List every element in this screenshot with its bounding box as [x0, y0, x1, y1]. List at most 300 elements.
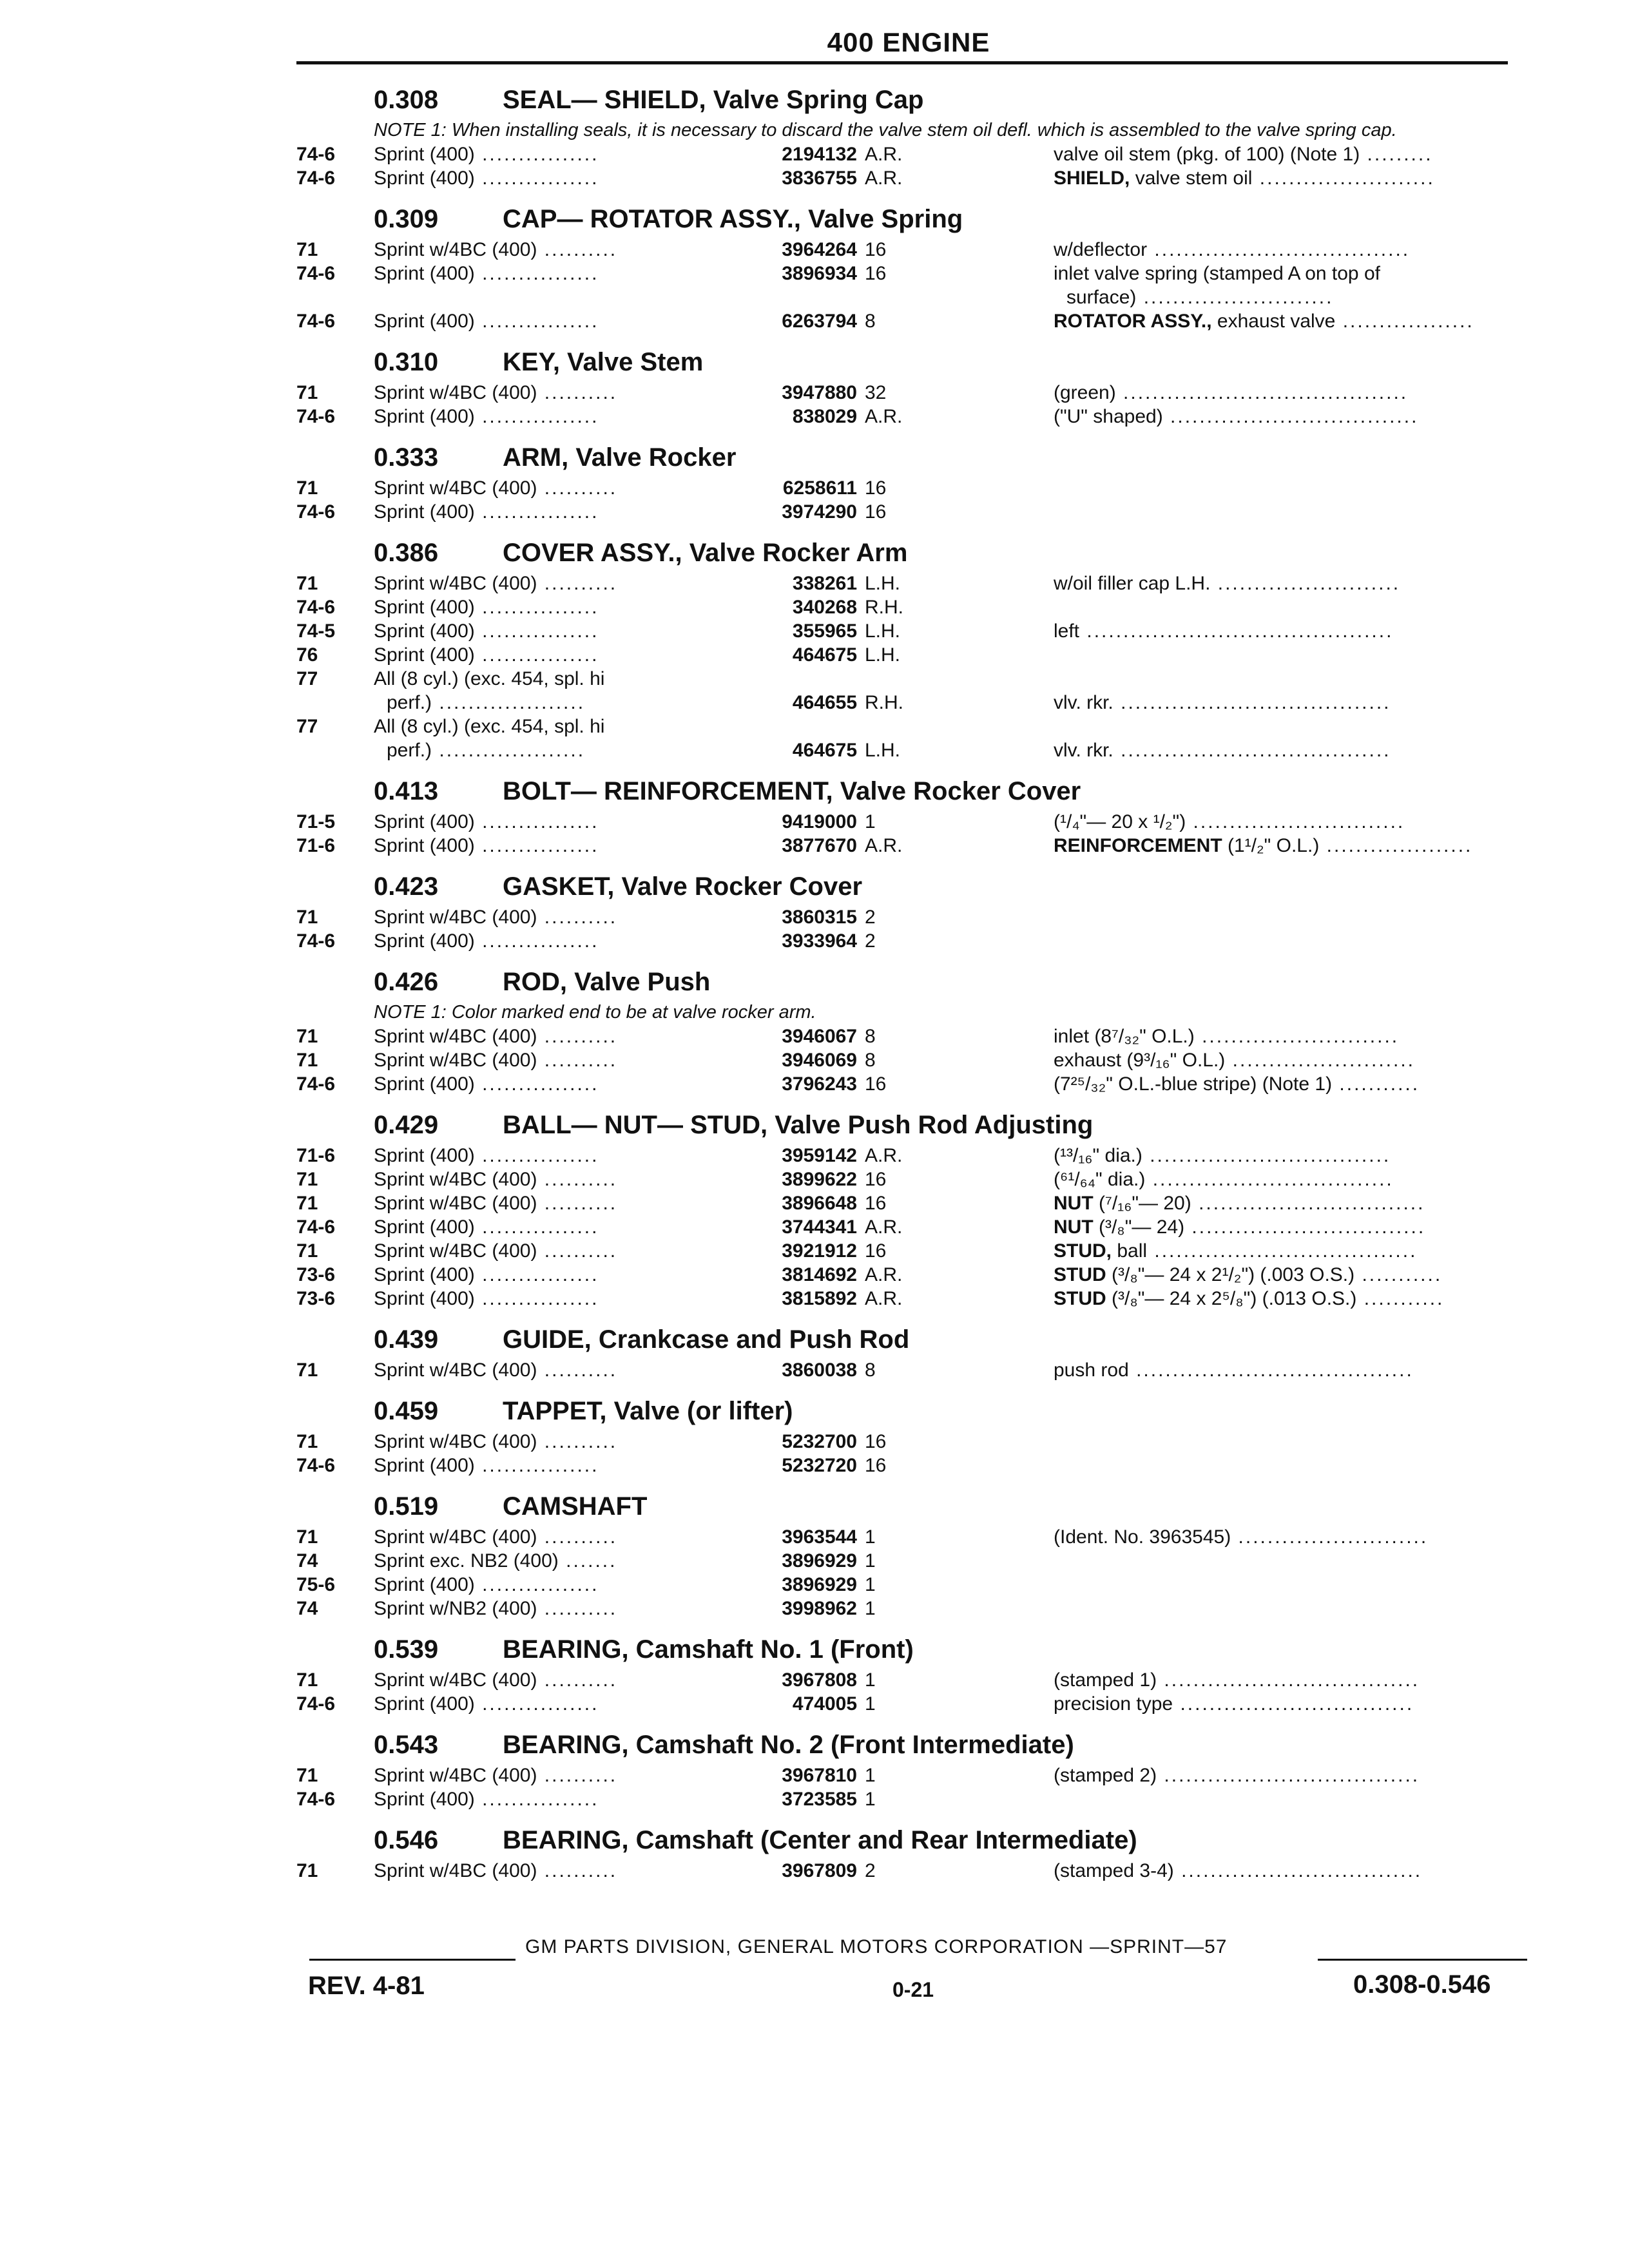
quantity: R.H.: [865, 692, 903, 713]
description-text: push rod: [1054, 1360, 1129, 1381]
catalog-section: [296, 762, 1527, 858]
quantity: 1: [865, 811, 876, 832]
part-number: 340268: [792, 597, 857, 618]
leader-dots: ..........: [537, 1026, 618, 1047]
model-label: All (8 cyl.) (exc. 454, spl. hi: [374, 668, 605, 689]
part-description: [1054, 238, 1524, 262]
section-title: GASKET, Valve Rocker Cover: [503, 872, 863, 901]
part-description: [1054, 381, 1524, 405]
description-keyword: STUD,: [1054, 1240, 1112, 1262]
catalog-section: [296, 524, 1527, 762]
part-number: 3998962: [782, 1598, 857, 1619]
quantity: 8: [865, 311, 876, 332]
quantity: 1: [865, 1669, 876, 1691]
year-code: 74-6: [296, 597, 336, 618]
leader-dots: .........................: [1210, 573, 1401, 594]
part-number: 3963544: [782, 1526, 857, 1548]
section-heading: [303, 953, 1527, 1001]
parts-listing: [296, 71, 1527, 1883]
description-text: (green): [1054, 382, 1116, 403]
section-number: 0.310: [374, 348, 439, 376]
quantity: 16: [865, 1193, 887, 1214]
part-description: [1054, 405, 1524, 428]
quantity: 1: [865, 1789, 876, 1810]
part-number: 3947880: [782, 382, 857, 403]
year-code: 71: [296, 382, 318, 403]
leader-dots: ................: [474, 1264, 599, 1285]
part-row: [296, 1549, 1527, 1573]
leader-dots: ....................................: [1147, 1240, 1418, 1262]
model-label: Sprint w/4BC (400): [374, 573, 537, 594]
leader-dots: ................: [474, 1693, 599, 1715]
part-row: [296, 1263, 1527, 1287]
leader-dots: ................: [474, 1145, 599, 1166]
part-description: [1054, 1191, 1524, 1215]
model-label: Sprint w/4BC (400): [374, 1050, 537, 1071]
model-label: Sprint w/4BC (400): [374, 1169, 537, 1190]
catalog-section: [296, 1620, 1527, 1716]
part-row: [296, 810, 1527, 834]
year-code: 74-6: [296, 930, 336, 952]
part-row: [296, 1358, 1527, 1382]
section-heading: [303, 428, 1527, 476]
model-label: Sprint w/4BC (400): [374, 1526, 537, 1548]
part-description: [1054, 1358, 1524, 1382]
part-row: [296, 238, 1527, 262]
catalog-section: [296, 1811, 1527, 1883]
catalog-section: [296, 953, 1527, 1096]
part-description: [1054, 1525, 1524, 1549]
leader-dots: ..........: [537, 477, 618, 499]
section-number: 0.546: [374, 1826, 439, 1854]
model-label: Sprint (400): [374, 811, 475, 832]
year-code: 71: [296, 1240, 318, 1262]
part-number: 6263794: [782, 311, 857, 332]
part-description: [1054, 1263, 1524, 1287]
year-code: 77: [296, 716, 318, 737]
year-code: 74: [296, 1598, 318, 1619]
part-description: [1054, 1692, 1524, 1716]
part-row: [296, 572, 1527, 595]
section-number: 0.539: [374, 1635, 439, 1664]
leader-dots: ..........................: [1231, 1526, 1429, 1548]
leader-dots: .............................: [1186, 811, 1405, 832]
part-description: [1054, 619, 1524, 643]
quantity: 16: [865, 1240, 887, 1262]
model-label: Sprint w/4BC (400): [374, 477, 537, 499]
part-number: 3946067: [782, 1026, 857, 1047]
part-description: [1054, 1215, 1524, 1239]
part-description: [1054, 309, 1524, 333]
quantity: 16: [865, 1073, 887, 1095]
leader-dots: ................: [474, 1574, 599, 1595]
leader-dots: ................: [474, 620, 599, 642]
year-code: 71: [296, 477, 318, 499]
section-heading: [303, 1716, 1527, 1763]
description-text: (³/₈"— 24 x 2¹/₂") (.003 O.S.): [1106, 1264, 1355, 1285]
year-code: 74-6: [296, 1455, 336, 1476]
quantity: 16: [865, 501, 887, 523]
part-description: [1054, 738, 1524, 762]
part-number: 3967809: [782, 1860, 857, 1881]
footer-rule-right: [1318, 1959, 1527, 1961]
description-text: inlet valve spring (stamped A on top of: [1054, 263, 1380, 284]
model-label: Sprint (400): [374, 168, 475, 189]
leader-dots: ................: [474, 930, 599, 952]
description-text: (⁶¹/₆₄" dia.): [1054, 1169, 1146, 1190]
part-row: [296, 1144, 1527, 1168]
year-code: 73-6: [296, 1288, 336, 1309]
section-number: 0.459: [374, 1397, 439, 1425]
year-code: 74-6: [296, 311, 336, 332]
leader-dots: ................: [474, 644, 599, 666]
part-row: [296, 1430, 1527, 1454]
footer-publisher: GM PARTS DIVISION, GENERAL MOTORS CORPORATION —SPRINT—57: [525, 1936, 1228, 1957]
quantity: 16: [865, 1169, 887, 1190]
section-title: CAP— ROTATOR ASSY., Valve Spring: [503, 205, 963, 233]
model-label: Sprint (400): [374, 835, 475, 856]
year-code: 74-6: [296, 501, 336, 523]
description-text: exhaust (9³/₁₆" O.L.): [1054, 1050, 1226, 1071]
leader-dots: .................................: [1145, 1169, 1394, 1190]
part-row: [296, 667, 1527, 715]
part-row: [296, 1024, 1527, 1048]
part-row: [296, 1787, 1527, 1811]
part-row: [296, 166, 1527, 190]
year-code: 74: [296, 1550, 318, 1571]
description-text: (³/₈"— 24): [1093, 1216, 1185, 1238]
description-text: (stamped 1): [1054, 1669, 1157, 1691]
year-code: 75-6: [296, 1574, 336, 1595]
description-text: w/oil filler cap L.H.: [1054, 573, 1211, 594]
leader-dots: ................: [474, 1288, 599, 1309]
part-number: 3967808: [782, 1669, 857, 1691]
part-row: [296, 1168, 1527, 1191]
part-number: 338261: [792, 573, 857, 594]
part-row: [296, 262, 1527, 309]
year-code: 71: [296, 1169, 318, 1190]
year-code: 71-6: [296, 835, 336, 856]
model-label: Sprint (400): [374, 644, 475, 666]
section-number: 0.333: [374, 443, 439, 472]
leader-dots: .....................................: [1113, 692, 1391, 713]
part-description: [1054, 1168, 1524, 1191]
part-description: [1054, 1859, 1524, 1883]
leader-dots: ...........: [1354, 1264, 1443, 1285]
model-label: Sprint w/4BC (400): [374, 1193, 537, 1214]
leader-dots: .......................................: [1115, 382, 1409, 403]
model-label-continued: perf.): [387, 740, 432, 761]
part-number: 3899622: [782, 1169, 857, 1190]
leader-dots: ..........................................: [1079, 620, 1394, 642]
leader-dots: ......................................: [1128, 1360, 1414, 1381]
year-code: 71: [296, 1669, 318, 1691]
part-row: [296, 1072, 1527, 1096]
part-number: 474005: [792, 1693, 857, 1715]
leader-dots: ..........: [537, 1240, 618, 1262]
leader-dots: ..........: [537, 1765, 618, 1786]
part-number: 3744341: [782, 1216, 857, 1238]
section-title: GUIDE, Crankcase and Push Rod: [503, 1325, 910, 1354]
quantity: 8: [865, 1026, 876, 1047]
leader-dots: ................: [474, 168, 599, 189]
section-number: 0.429: [374, 1111, 439, 1139]
quantity: L.H.: [865, 740, 901, 761]
part-row: [296, 595, 1527, 619]
year-code: 71: [296, 1860, 318, 1881]
part-row: [296, 929, 1527, 953]
part-number: 5232700: [782, 1431, 857, 1452]
year-code: 74-6: [296, 1073, 336, 1095]
description-keyword: NUT: [1054, 1193, 1094, 1214]
part-row: [296, 1191, 1527, 1215]
quantity: 8: [865, 1360, 876, 1381]
description-keyword: NUT: [1054, 1216, 1094, 1238]
leader-dots: ...............................: [1191, 1193, 1425, 1214]
quantity: 2: [865, 930, 876, 952]
year-code: 74-6: [296, 1693, 336, 1715]
section-number: 0.426: [374, 968, 439, 996]
part-row: [296, 500, 1527, 524]
part-number: 355965: [792, 620, 857, 642]
leader-dots: ..........: [537, 573, 618, 594]
section-title: KEY, Valve Stem: [503, 348, 704, 376]
part-number: 3860038: [782, 1360, 857, 1381]
part-number: 3796243: [782, 1073, 857, 1095]
part-row: [296, 1597, 1527, 1620]
quantity: A.R.: [865, 144, 903, 165]
leader-dots: ................: [474, 835, 599, 856]
part-number: 6258611: [782, 477, 857, 499]
catalog-section: [296, 858, 1527, 953]
quantity: 1: [865, 1598, 876, 1619]
year-code: 74-5: [296, 620, 336, 642]
part-description: [1054, 1144, 1524, 1168]
model-label: Sprint w/4BC (400): [374, 1026, 537, 1047]
year-code: 73-6: [296, 1264, 336, 1285]
year-code: 71: [296, 1431, 318, 1452]
leader-dots: ...................................: [1157, 1669, 1420, 1691]
leader-dots: ................: [474, 501, 599, 523]
description-keyword: ROTATOR ASSY.,: [1054, 311, 1212, 332]
quantity: 16: [865, 1431, 887, 1452]
model-label: Sprint (400): [374, 930, 475, 952]
part-row: [296, 905, 1527, 929]
leader-dots: ................................: [1173, 1693, 1414, 1715]
part-description: [1054, 1024, 1524, 1048]
part-number: 3921912: [782, 1240, 857, 1262]
quantity: 1: [865, 1526, 876, 1548]
leader-dots: ...................................: [1157, 1765, 1420, 1786]
model-label: All (8 cyl.) (exc. 454, spl. hi: [374, 716, 605, 737]
part-description: [1054, 1239, 1524, 1263]
quantity: 16: [865, 263, 887, 284]
quantity: L.H.: [865, 644, 901, 666]
quantity: 2: [865, 907, 876, 928]
part-number: 3815892: [782, 1288, 857, 1309]
section-number: 0.386: [374, 539, 439, 567]
part-number: 3896929: [782, 1574, 857, 1595]
section-title: BALL— NUT— STUD, Valve Push Rod Adjusting: [503, 1111, 1094, 1139]
quantity: L.H.: [865, 573, 901, 594]
part-description: [1054, 1287, 1524, 1311]
description-keyword: REINFORCEMENT: [1054, 835, 1222, 856]
section-note: NOTE 1: Color marked end to be at valve rocker arm.: [374, 1002, 816, 1023]
year-code: 71: [296, 239, 318, 260]
leader-dots: ..........: [537, 1669, 618, 1691]
model-label: Sprint w/4BC (400): [374, 1765, 537, 1786]
section-heading: [303, 1382, 1527, 1430]
model-label: Sprint w/4BC (400): [374, 1431, 537, 1452]
description-text: (7²⁵/₃₂" O.L.-blue stripe) (Note 1): [1054, 1073, 1333, 1095]
part-description: [1054, 166, 1524, 190]
section-heading: [303, 762, 1527, 810]
part-number: 464675: [792, 740, 857, 761]
part-number: 3896929: [782, 1550, 857, 1571]
page-range: 0.308-0.546: [1353, 1970, 1491, 1999]
catalog-section: [296, 1477, 1527, 1620]
description-text: w/deflector: [1054, 239, 1148, 260]
section-number: 0.439: [374, 1325, 439, 1354]
part-number: 2194132: [782, 144, 857, 165]
description-keyword: SHIELD,: [1054, 168, 1130, 189]
year-code: 71: [296, 1026, 318, 1047]
year-code: 74-6: [296, 144, 336, 165]
leader-dots: ..........: [537, 1598, 618, 1619]
part-row: [296, 142, 1527, 166]
description-text: exhaust valve: [1211, 311, 1336, 332]
leader-dots: ...........................: [1194, 1026, 1400, 1047]
part-row: [296, 381, 1527, 405]
description-text: (¹³/₁₆" dia.): [1054, 1145, 1142, 1166]
quantity: 1: [865, 1574, 876, 1595]
part-description: [1054, 1072, 1524, 1096]
quantity: A.R.: [865, 1264, 903, 1285]
section-title: SEAL— SHIELD, Valve Spring Cap: [503, 86, 924, 114]
leader-dots: ..................................: [1162, 406, 1419, 427]
year-code: 71: [296, 1765, 318, 1786]
part-description: [1054, 810, 1524, 834]
year-code: 71-5: [296, 811, 336, 832]
part-description: [1054, 262, 1524, 309]
page-running-head: 400 ENGINE: [827, 27, 990, 57]
section-heading: [303, 1811, 1527, 1859]
leader-dots: ....................: [1319, 835, 1473, 856]
catalog-section: [296, 428, 1527, 524]
part-description: [1054, 1668, 1524, 1692]
leader-dots: ................: [474, 1216, 599, 1238]
part-row: [296, 309, 1527, 333]
description-text: (³/₈"— 24 x 2⁵/₈") (.013 O.S.): [1106, 1288, 1357, 1309]
model-label: Sprint (400): [374, 1073, 475, 1095]
leader-dots: ..........: [537, 1860, 618, 1881]
model-label: Sprint w/NB2 (400): [374, 1598, 537, 1619]
section-title: ROD, Valve Push: [503, 968, 711, 996]
leader-dots: ..................: [1335, 311, 1474, 332]
catalog-section: [296, 333, 1527, 428]
year-code: 74-6: [296, 263, 336, 284]
part-row: [296, 405, 1527, 428]
leader-dots: ........................: [1252, 168, 1435, 189]
model-text: [374, 715, 1018, 738]
section-title: TAPPET, Valve (or lifter): [503, 1397, 793, 1425]
part-description: [1054, 1048, 1524, 1072]
quantity: L.H.: [865, 620, 901, 642]
leader-dots: ..........: [537, 1431, 618, 1452]
year-code: 71: [296, 1193, 318, 1214]
quantity: A.R.: [865, 835, 903, 856]
part-number: 3967810: [782, 1765, 857, 1786]
model-label: Sprint (400): [374, 1288, 475, 1309]
part-number: 3814692: [782, 1264, 857, 1285]
model-label: Sprint (400): [374, 1693, 475, 1715]
model-label: Sprint (400): [374, 1264, 475, 1285]
section-title: BEARING, Camshaft No. 2 (Front Intermediate): [503, 1731, 1074, 1759]
leader-dots: .....................................: [1113, 740, 1391, 761]
section-heading: [303, 524, 1527, 572]
quantity: 1: [865, 1693, 876, 1715]
leader-dots: ..........: [537, 1169, 618, 1190]
model-label: Sprint w/4BC (400): [374, 382, 537, 403]
header-rule: [296, 61, 1508, 64]
section-heading: [303, 1096, 1527, 1144]
quantity: R.H.: [865, 597, 903, 618]
leader-dots: ................: [474, 406, 599, 427]
part-row: [296, 1692, 1527, 1716]
leader-dots: ....................: [432, 692, 586, 713]
model-label: Sprint w/4BC (400): [374, 1860, 537, 1881]
section-heading: [303, 858, 1527, 905]
part-number: 3723585: [782, 1789, 857, 1810]
part-row: [296, 1763, 1527, 1787]
quantity: 16: [865, 477, 887, 499]
description-text: ("U" shaped): [1054, 406, 1163, 427]
model-label: Sprint w/4BC (400): [374, 1669, 537, 1691]
description-text: (stamped 2): [1054, 1765, 1157, 1786]
leader-dots: ................: [474, 1073, 599, 1095]
section-heading: [303, 1311, 1527, 1358]
leader-dots: ....................: [432, 740, 586, 761]
part-number: 9419000: [782, 811, 857, 832]
leader-dots: ..........: [537, 239, 618, 260]
quantity: A.R.: [865, 406, 903, 427]
part-row: [296, 619, 1527, 643]
description-keyword: STUD: [1054, 1264, 1106, 1285]
section-title: BOLT— REINFORCEMENT, Valve Rocker Cover: [503, 777, 1081, 805]
part-number: 3860315: [782, 907, 857, 928]
part-description: [1054, 142, 1524, 166]
part-number: 838029: [792, 406, 857, 427]
part-number: 3877670: [782, 835, 857, 856]
quantity: 16: [865, 239, 887, 260]
model-label: Sprint (400): [374, 597, 475, 618]
catalog-section: [296, 1311, 1527, 1382]
part-number: 3836755: [782, 168, 857, 189]
leader-dots: .........: [1360, 144, 1433, 165]
section-title: BEARING, Camshaft No. 1 (Front): [503, 1635, 914, 1664]
part-row: [296, 1048, 1527, 1072]
section-number: 0.543: [374, 1731, 439, 1759]
description-text: (stamped 3-4): [1054, 1860, 1174, 1881]
leader-dots: ................: [474, 263, 599, 284]
section-heading: [303, 1620, 1527, 1668]
model-label: Sprint w/4BC (400): [374, 907, 537, 928]
part-number: 5232720: [782, 1455, 857, 1476]
part-number: 464675: [792, 644, 857, 666]
description-text: valve oil stem (pkg. of 100) (Note 1): [1054, 144, 1360, 165]
part-number: 3896934: [782, 263, 857, 284]
part-row: [296, 834, 1527, 858]
